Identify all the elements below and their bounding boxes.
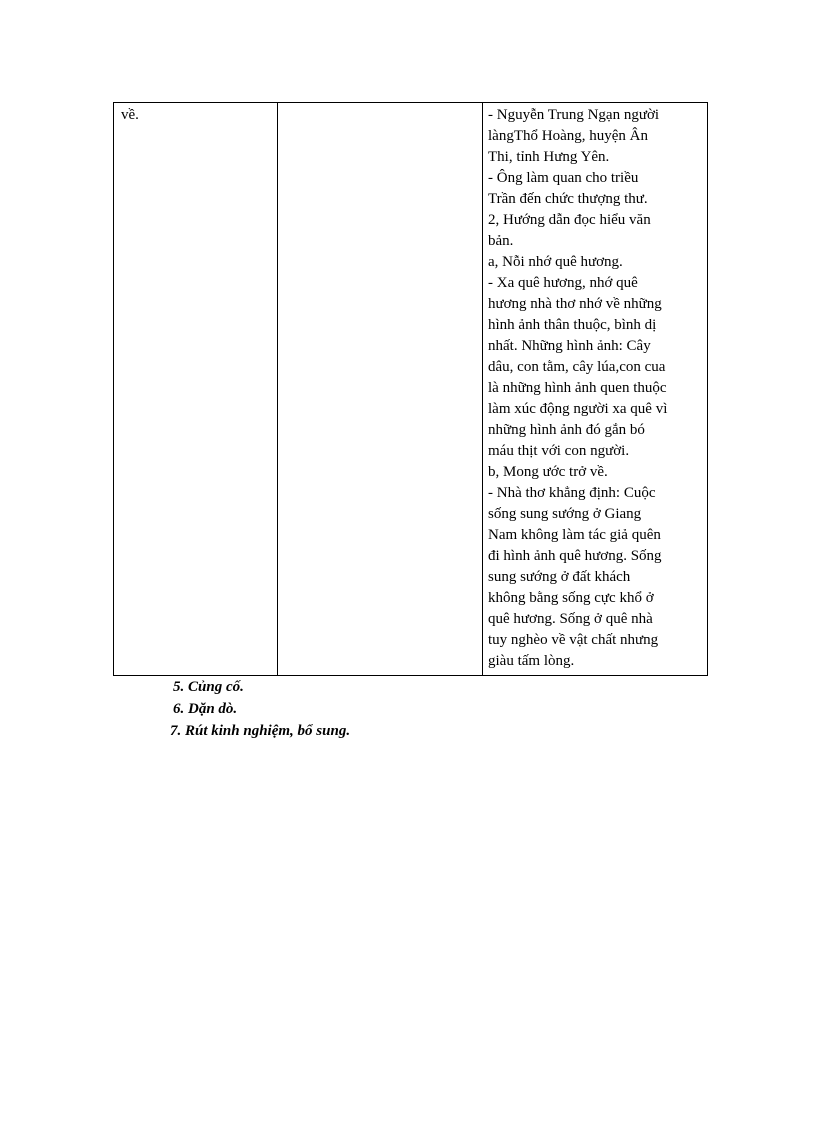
content-line: b, Mong ước trở về. [488, 464, 608, 480]
content-line: - Nhà thơ khẳng định: Cuộc [488, 485, 656, 501]
content-line: máu thịt với con người. [488, 443, 630, 459]
content-line: dâu, con tằm, cây lúa,con cua [488, 359, 666, 375]
content-line: Trần đến chức thượng thư. [488, 191, 648, 207]
content-lines [483, 103, 707, 672]
content-line: hình ảnh thân thuộc, bình dị [488, 317, 657, 333]
lesson-table [113, 102, 708, 676]
table-cell-content [483, 103, 708, 676]
content-line: làngThổ Hoàng, huyện Ân [488, 128, 648, 144]
content-line: nhất. Những hình ảnh: Cây [488, 338, 651, 354]
content-line: đi hình ảnh quê hương. Sống [488, 548, 662, 564]
content-line: tuy nghèo về vật chất nhưng [488, 632, 659, 648]
content-line: không bằng sống cực khổ ở [488, 590, 654, 606]
content-line: sung sướng ở đất khách [488, 569, 631, 585]
table-cell-activity [114, 103, 278, 676]
content-line: giàu tấm lòng. [488, 653, 575, 669]
content-line: hương nhà thơ nhớ về những [488, 296, 662, 312]
content-line: làm xúc động người xa quê vì [488, 401, 668, 417]
section-heading-consolidation: 5. Củng cố. [173, 679, 244, 695]
content-line: bản. [488, 233, 514, 249]
content-line: Nam không làm tác giả quên [488, 527, 661, 543]
content-line: Thi, tỉnh Hưng Yên. [488, 149, 610, 165]
content-line: là những hình ảnh quen thuộc [488, 380, 667, 396]
content-line: - Xa quê hương, nhớ quê [488, 275, 638, 291]
content-line: sống sung sướng ở Giang [488, 506, 642, 522]
content-line: a, Nỗi nhớ quê hương. [488, 254, 623, 270]
section-heading-homework: 6. Dặn dò. [173, 701, 238, 717]
content-line: quê hương. Sống ở quê nhà [488, 611, 653, 627]
content-line: những hình ảnh đó gắn bó [488, 422, 645, 438]
table-row [114, 103, 708, 676]
table-cell-student [278, 103, 483, 676]
content-line: - Ông làm quan cho triều [488, 170, 639, 186]
cell-text: về. [121, 107, 139, 123]
content-line: 2, Hướng dẫn đọc hiểu văn [488, 212, 651, 228]
content-line: - Nguyễn Trung Ngạn người [488, 107, 660, 123]
section-heading-lessons-learned: 7. Rút kinh nghiệm, bổ sung. [170, 723, 351, 739]
